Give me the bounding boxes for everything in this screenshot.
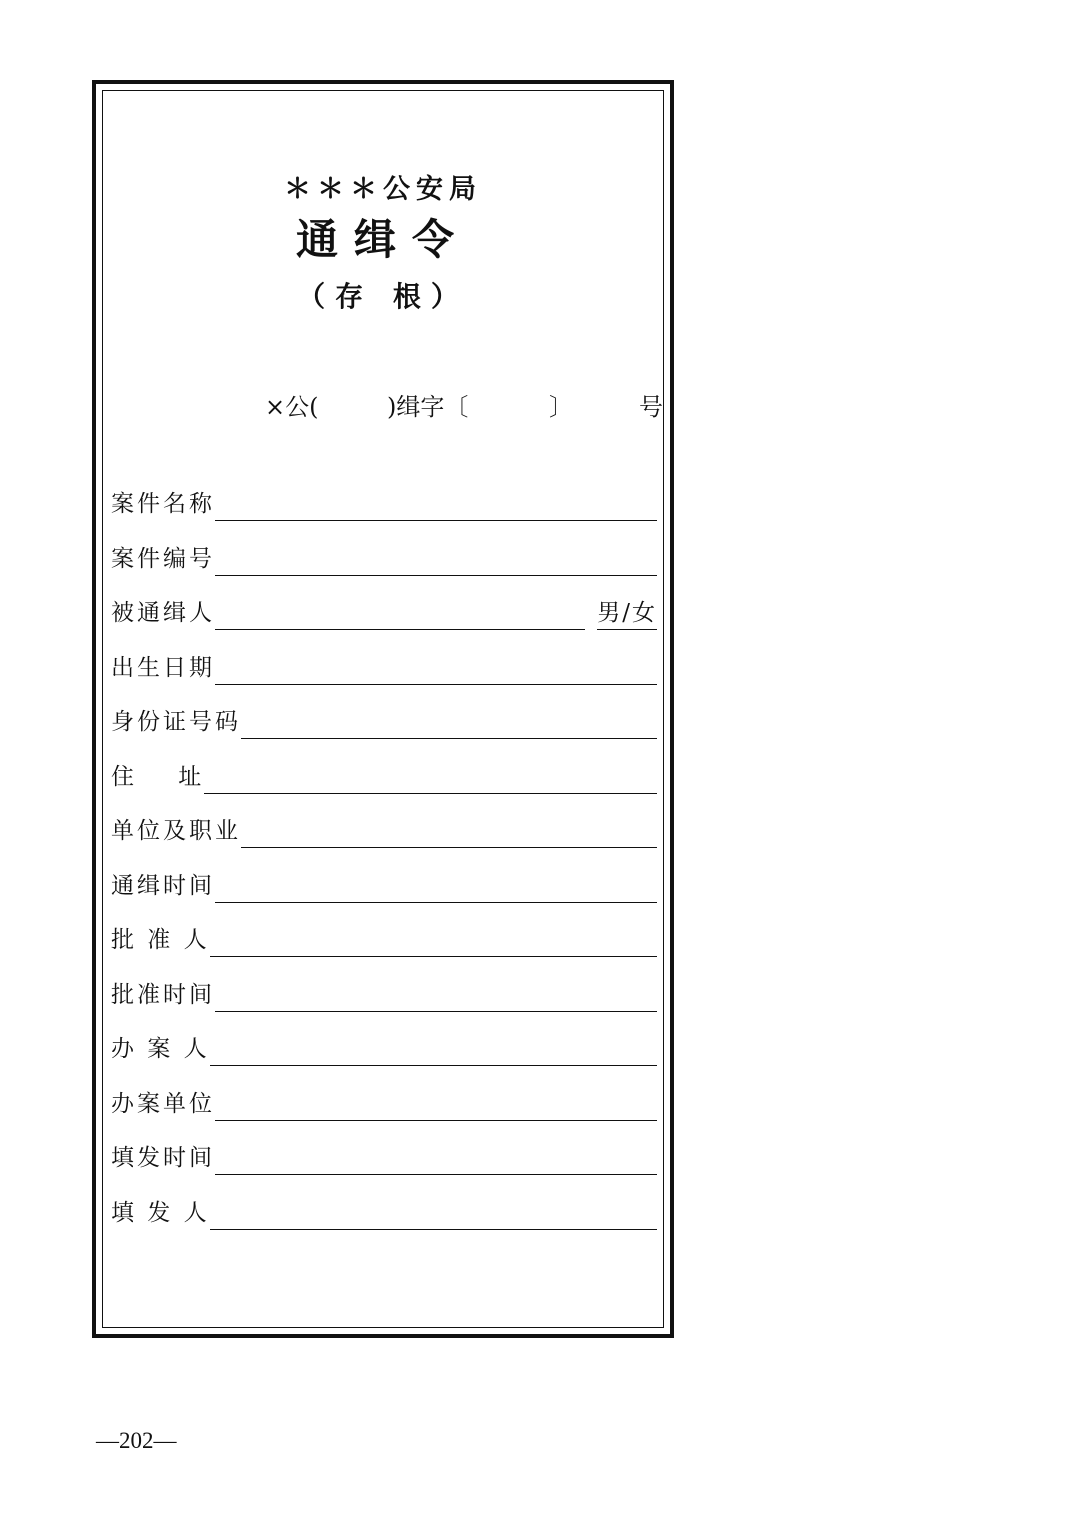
field-case-name — [103, 481, 663, 521]
field-label: 单位及职业 — [111, 818, 241, 844]
form-title: 通缉令 — [295, 215, 470, 264]
field-label: 案件名称 — [111, 491, 215, 517]
field-address — [103, 754, 663, 794]
field-label: 批 准 人 — [111, 927, 210, 953]
field-issuer — [103, 1190, 663, 1230]
field-blank-line[interactable] — [241, 817, 657, 848]
field-label: 办案单位 — [111, 1090, 215, 1117]
field-label: 办 案 人 — [111, 1036, 210, 1062]
field-label: 住 址 — [111, 763, 205, 790]
field-blank-line[interactable] — [215, 545, 657, 576]
field-blank-line[interactable] — [210, 1035, 657, 1066]
field-label: 案件编号 — [111, 545, 215, 572]
field-wanted-time — [103, 863, 663, 903]
field-blank-line[interactable] — [215, 872, 657, 903]
field-approver — [103, 917, 663, 957]
field-label: 通缉时间 — [111, 872, 215, 899]
field-label: 出生日期 — [111, 654, 215, 681]
field-blank-line[interactable] — [210, 926, 657, 957]
field-blank-line[interactable] — [210, 1199, 657, 1230]
doc-number-prefix: ×公( — [265, 393, 319, 421]
field-blank-line[interactable] — [215, 599, 585, 630]
form-subtitle: （存 根） — [297, 280, 469, 313]
field-blank-line[interactable] — [204, 763, 657, 794]
field-birth-date — [103, 645, 663, 685]
field-blank-line[interactable] — [241, 708, 657, 739]
field-case-number — [103, 536, 663, 576]
field-label: 被通缉人 — [111, 600, 215, 626]
field-blank-line[interactable] — [215, 1090, 657, 1121]
field-label: 填发时间 — [111, 1145, 215, 1171]
gender-option[interactable]: 男/女 — [597, 598, 657, 630]
doc-number-close: 〕 — [549, 393, 573, 421]
field-wanted-person — [103, 590, 663, 630]
wanted-notice-stub-form — [92, 80, 674, 1338]
field-blank-line[interactable] — [215, 1144, 657, 1175]
field-issue-time — [103, 1135, 663, 1175]
field-label: 批准时间 — [111, 981, 215, 1008]
agency-name: ＊＊＊公安局 — [284, 174, 482, 205]
field-approval-time — [103, 972, 663, 1012]
field-blank-line[interactable] — [215, 490, 657, 521]
form-inner-border — [102, 90, 664, 1328]
field-employer-occupation — [103, 808, 663, 848]
field-id-number — [103, 699, 663, 739]
field-blank-line[interactable] — [215, 654, 657, 685]
field-label: 身份证号码 — [111, 709, 241, 735]
doc-number-middle: )缉字〔 — [387, 393, 469, 421]
field-handling-unit — [103, 1081, 663, 1121]
field-label: 填 发 人 — [111, 1199, 210, 1226]
field-case-handler — [103, 1026, 663, 1066]
page-number: —202— — [96, 1428, 177, 1453]
field-blank-line[interactable] — [215, 981, 657, 1012]
document-number — [103, 387, 663, 423]
doc-number-suffix: 号 — [639, 393, 663, 421]
